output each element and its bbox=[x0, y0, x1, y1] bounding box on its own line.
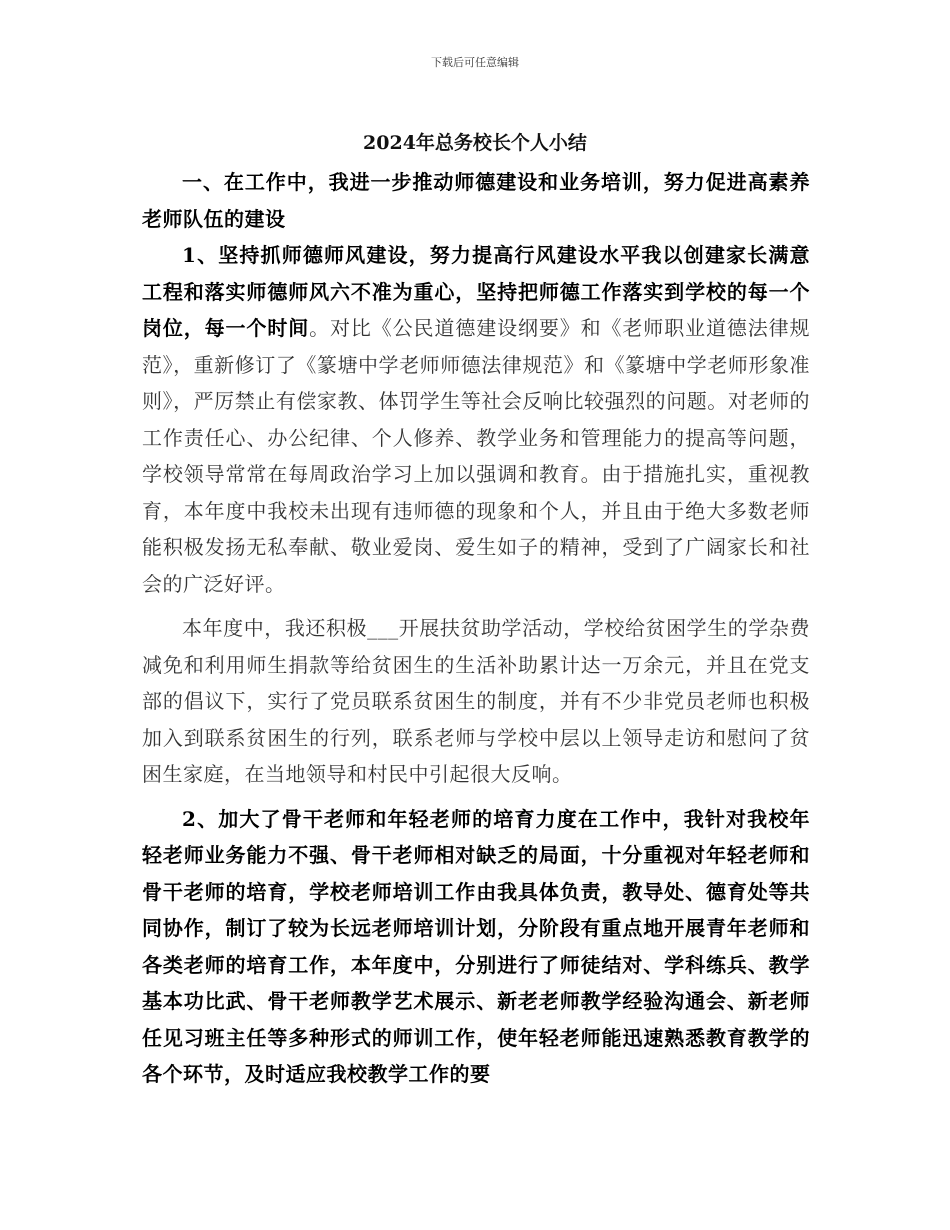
paragraph-item-2: 2、加大了骨干老师和年轻老师的培育力度在工作中，我针对我校年轻老师业务能力不强、骨干老师相对缺乏的局面，十分重视对年轻老师和骨干老师的培育，学校老师培训工作由我具体负责，教导处、德育处等共同协作，制订了较为长远老师培训计划，分阶段有重点地开展青年老师和各类老师的培育工作，本年度中，分别进行了师徒结对、学科练兵、教学基本功比武、骨干老师教学艺术展示、新老老师教学经验沟通会、新老师任见习班主任等多种形式的师训工作，使年轻老师能迅速熟悉教育教学的各个环节，及时适应我校教学工作的要 bbox=[142, 806, 810, 1086]
page-header-note: 下载后可任意编辑 bbox=[431, 56, 519, 69]
document-title: 2024年总务校长个人小结 bbox=[363, 132, 587, 154]
item-1-body-text: 。对比《公民道德建设纲要》和《老师职业道德法律规范》，重新修订了《篆塘中学老师师德法律规范》和《篆塘中学老师形象准则》，严厉禁止有偿家教、体罚学生等社会反响比较强烈的问题。对老师的工作责任心、办公纪律、个人修养、教学业务和管理能力的提高等问题，学校领导常常在每周政治学习上加以强调和教育。由于措施扎实，重视教育，本年度中我校未出现有违师德的现象和个人，并且由于绝大多数老师能积极发扬无私奉献、敬业爱岗、爱生如子的精神，受到了广阔家长和社会的广泛好评。 bbox=[142, 316, 811, 596]
paragraph-poverty-aid: 本年度中，我还积极___开展扶贫助学活动，学校给贫困学生的学杂费减免和利用师生捐款等给贫困生的生活补助累计达一万余元，并且在党支部的倡议下，实行了党员联系贫困生的制度，并有不少非党员老师也积极加入到联系贫困生的行列，联系老师与学校中层以上领导走访和慰问了贫困生家庭，在当地领导和村民中引起很大反响。 bbox=[142, 616, 810, 786]
document-body bbox=[142, 164, 810, 1093]
section-heading: 一、在工作中，我进一步推动师德建设和业务培训，努力促进高素养老师队伍的建设 bbox=[142, 170, 810, 231]
paragraph-item-1 bbox=[142, 237, 810, 602]
item-1-bold-text: 1、坚持抓师德师风建设，努力提高行风建设水平我以创建家长满意工程和落实师德师风六不准为重心，坚持把师德工作落实到学校的每一个岗位，每一个时间 bbox=[142, 243, 810, 340]
